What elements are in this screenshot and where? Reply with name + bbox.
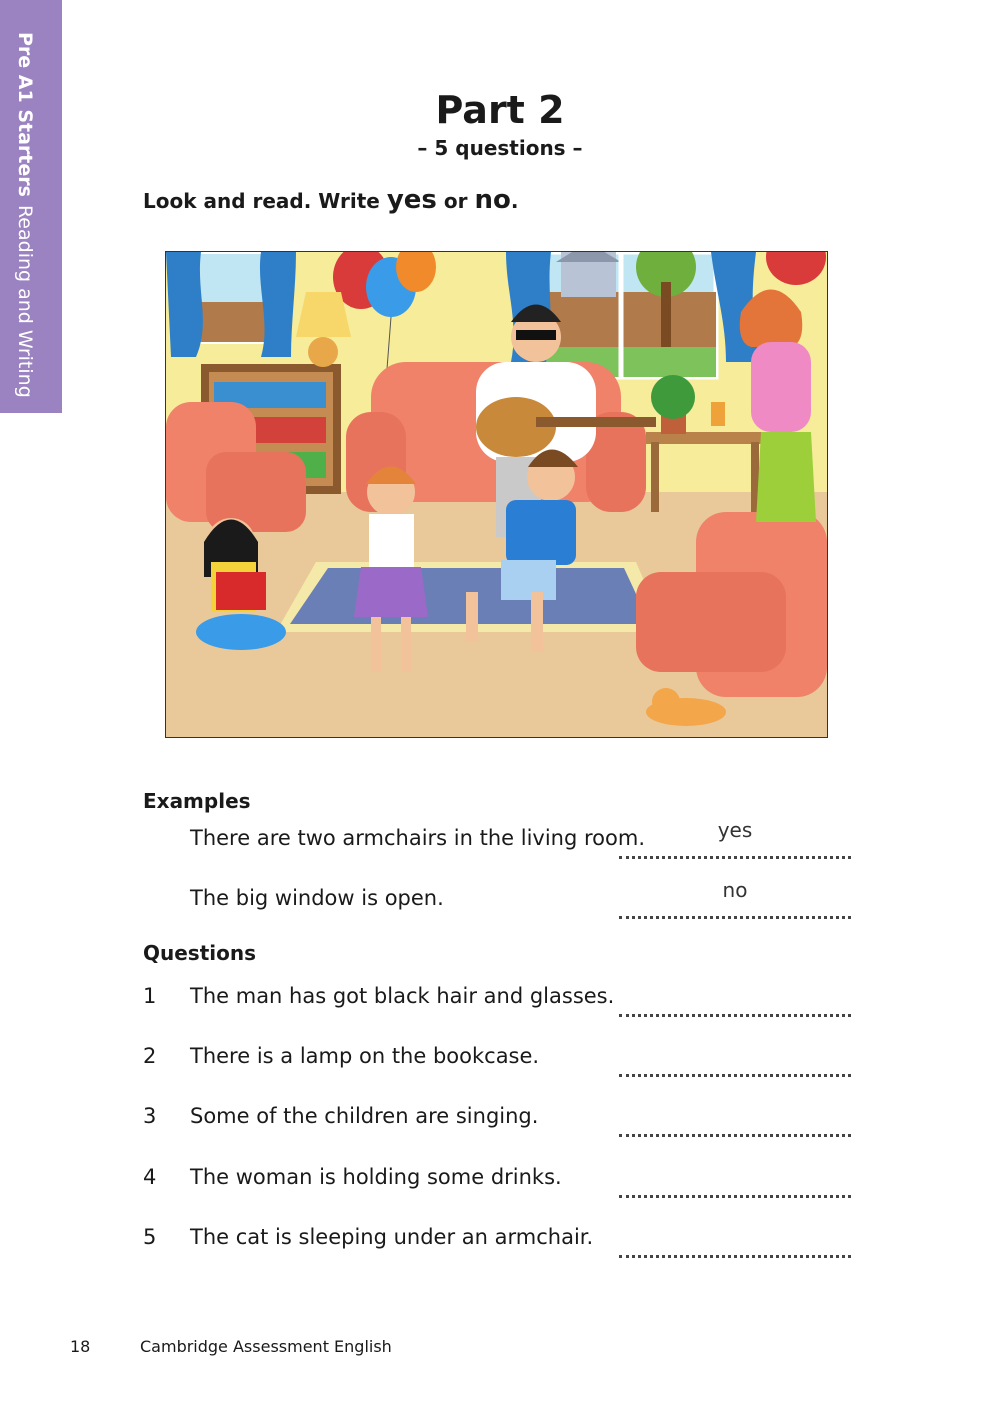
question-text: The cat is sleeping under an armchair. bbox=[190, 1225, 594, 1249]
question-row bbox=[143, 1225, 855, 1265]
question-number: 4 bbox=[143, 1165, 157, 1189]
question-row bbox=[143, 1044, 855, 1084]
question-number: 2 bbox=[143, 1044, 157, 1068]
question-number: 3 bbox=[143, 1104, 157, 1128]
example-text: The big window is open. bbox=[190, 886, 444, 910]
answer-line[interactable] bbox=[619, 1173, 851, 1198]
side-tab-text bbox=[14, 32, 36, 398]
questions-label: Questions bbox=[143, 941, 257, 965]
example-text: There are two armchairs in the living room. bbox=[190, 826, 645, 850]
example-answer: yes bbox=[717, 818, 753, 842]
answer-line[interactable] bbox=[619, 1052, 851, 1077]
example-row bbox=[143, 818, 855, 866]
instruction-period: . bbox=[510, 189, 519, 213]
question-text: Some of the children are singing. bbox=[190, 1104, 539, 1128]
level-label: Pre A1 Starters bbox=[14, 32, 36, 197]
illustration-svg bbox=[166, 252, 827, 737]
page-subtitle: – 5 questions – bbox=[417, 136, 583, 160]
example-answer: no bbox=[722, 878, 748, 902]
side-tab bbox=[0, 0, 62, 413]
page-title: Part 2 bbox=[435, 88, 565, 132]
question-row bbox=[143, 1165, 855, 1205]
question-number: 5 bbox=[143, 1225, 157, 1249]
instruction-text: Look and read. Write bbox=[143, 189, 380, 213]
example-row bbox=[143, 878, 855, 926]
instruction-or: or bbox=[443, 189, 468, 213]
instruction bbox=[143, 185, 518, 215]
living-room-illustration bbox=[165, 251, 828, 738]
answer-line[interactable] bbox=[619, 1233, 851, 1258]
paper-label: Reading and Writing bbox=[14, 204, 36, 398]
question-text: The man has got black hair and glasses. bbox=[190, 984, 615, 1008]
page-number: 18 bbox=[70, 1337, 91, 1356]
answer-line[interactable] bbox=[619, 1112, 851, 1137]
publisher-name: Cambridge Assessment English bbox=[140, 1337, 392, 1356]
examples-label: Examples bbox=[143, 789, 251, 813]
question-text: The woman is holding some drinks. bbox=[190, 1165, 562, 1189]
answer-line[interactable] bbox=[619, 992, 851, 1017]
question-row bbox=[143, 1104, 855, 1144]
instruction-yes: yes bbox=[386, 185, 437, 215]
question-text: There is a lamp on the bookcase. bbox=[190, 1044, 540, 1068]
question-number: 1 bbox=[143, 984, 157, 1008]
question-row bbox=[143, 984, 855, 1024]
instruction-no: no bbox=[474, 185, 511, 215]
